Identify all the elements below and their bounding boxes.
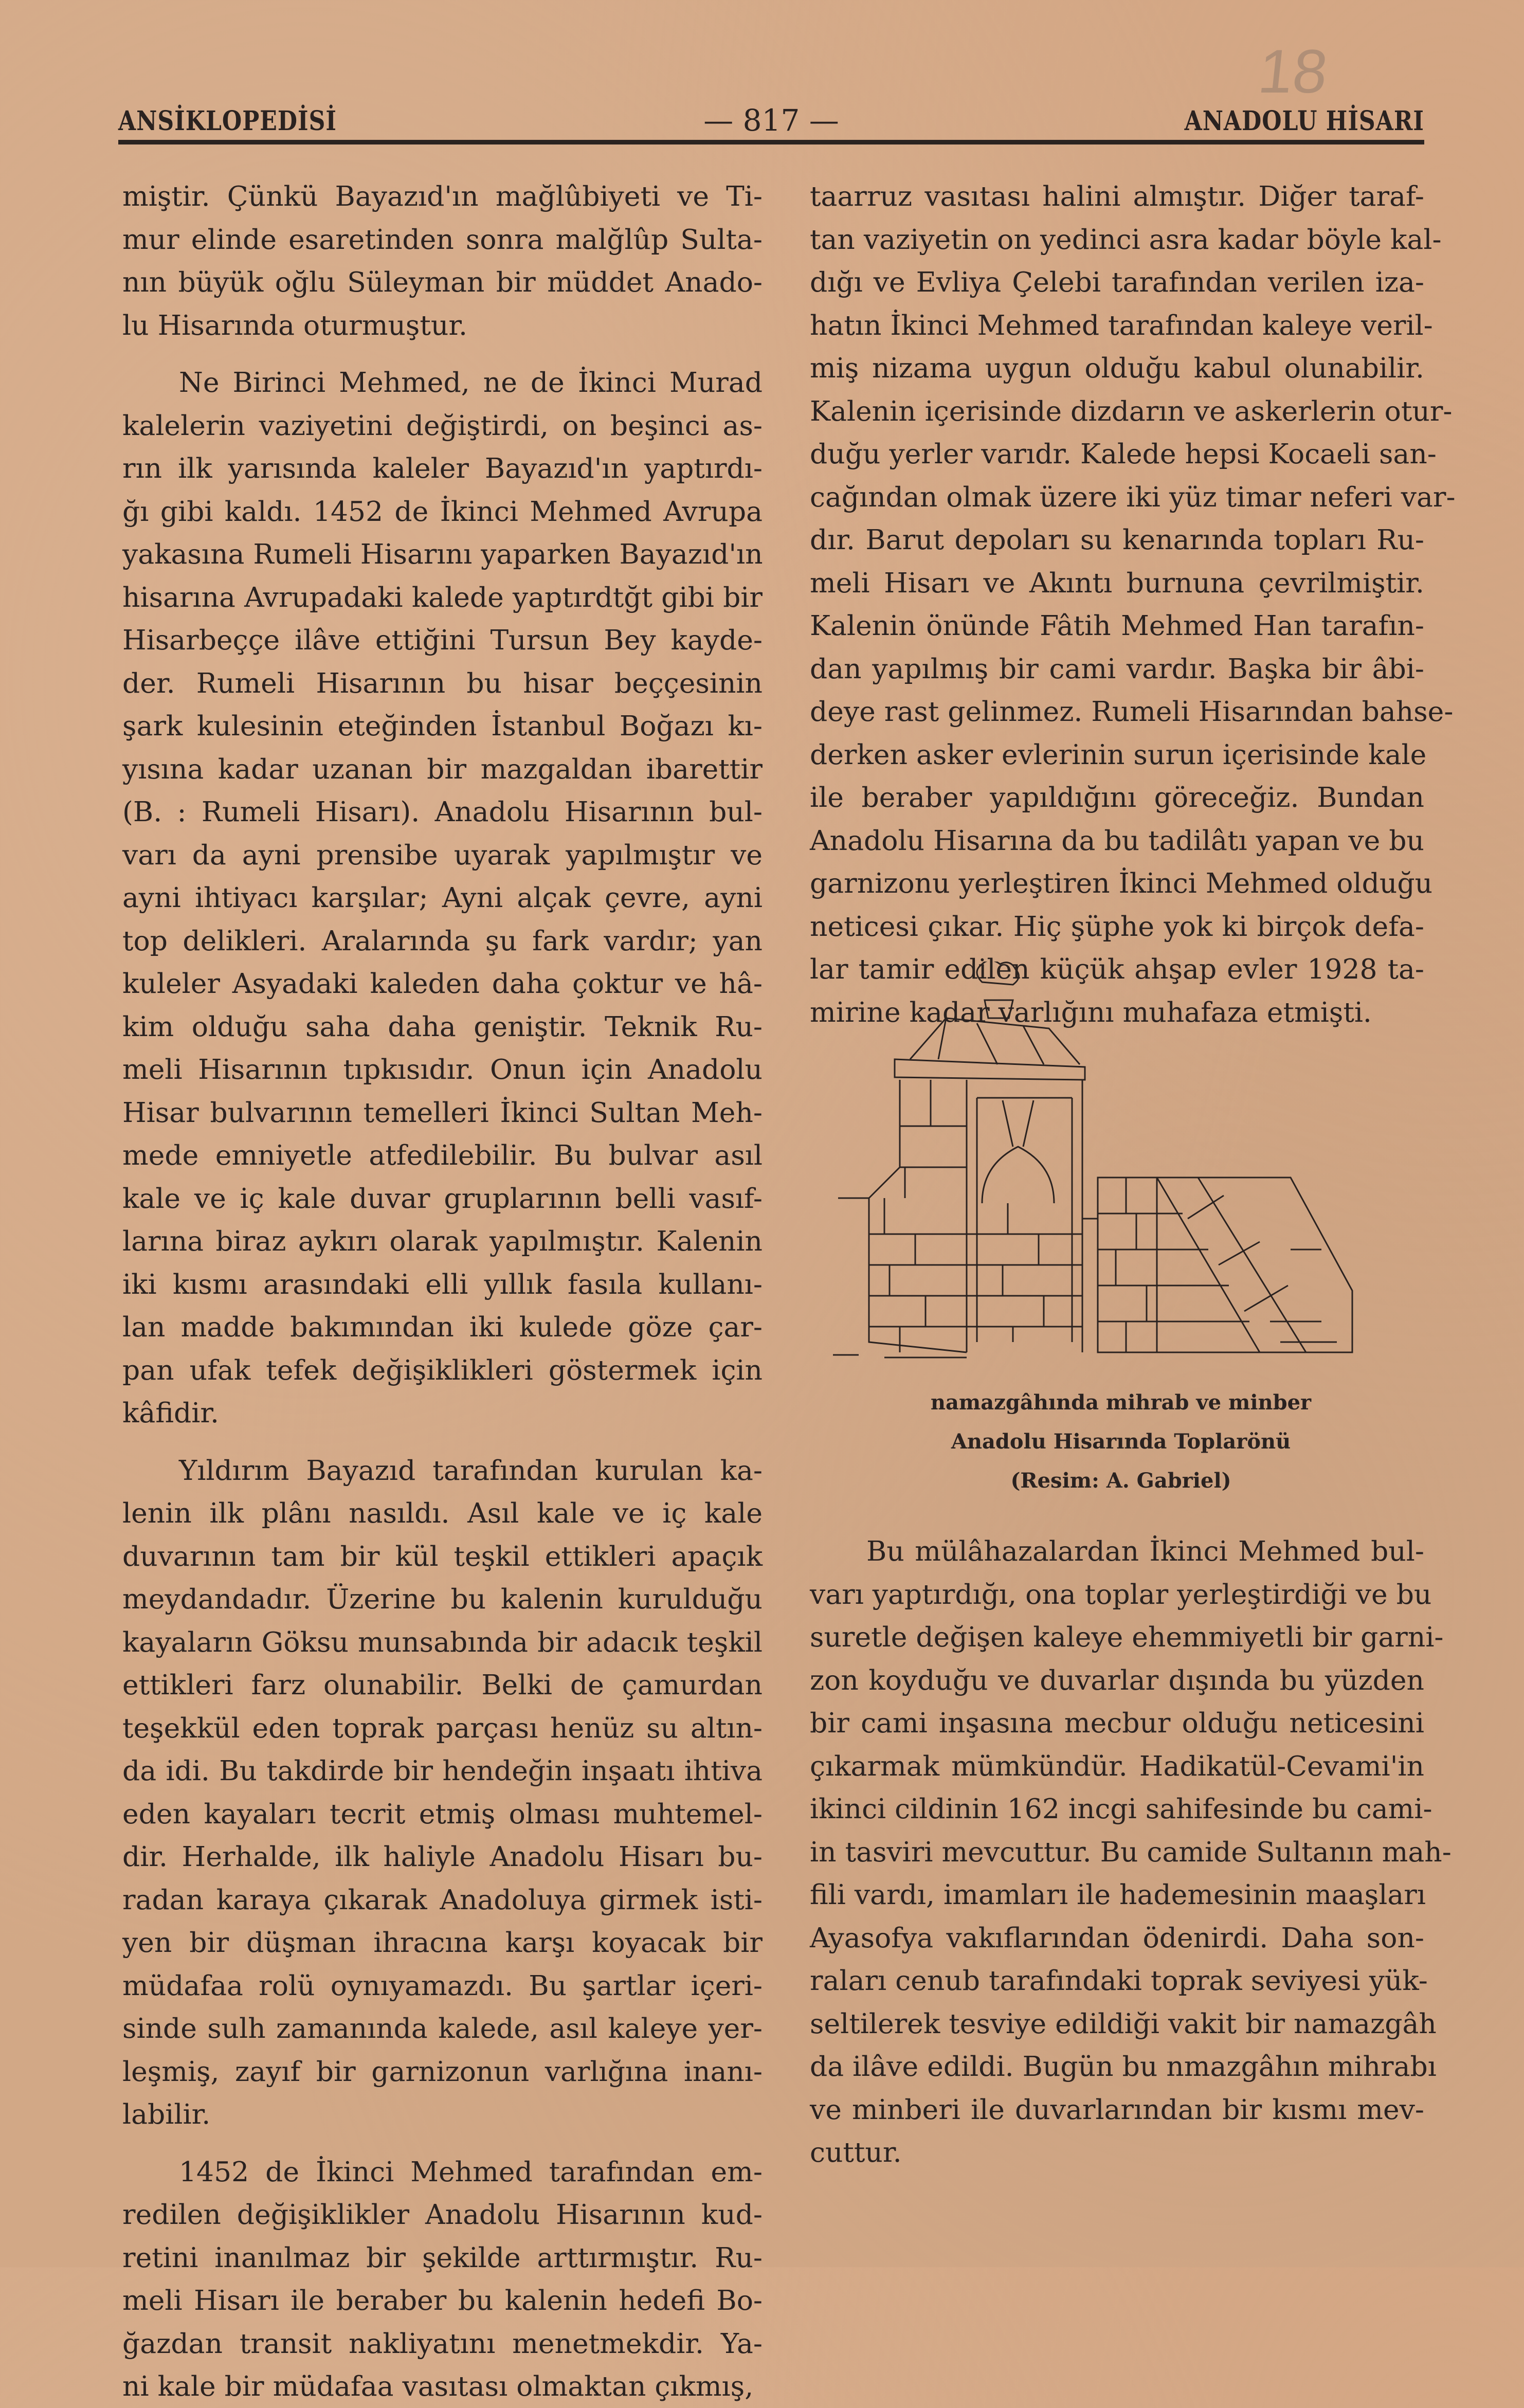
text-line: zon koyduğu ve duvarlar dışında bu yüzden	[810, 1663, 1424, 1696]
text-line: Anadolu Hisarına da bu tadilâtı yapan ve bu	[810, 824, 1424, 857]
text-line: kayaların Göksu munsabında bir adacık teşkil	[122, 1625, 763, 1658]
text-line: çıkarmak mümkündür. Hadikatül-Cevami'in	[810, 1749, 1424, 1782]
paragraph-gap	[122, 347, 763, 361]
text-line: neticesi çıkar. Hiç şüphe yok ki birçok defa-	[810, 910, 1424, 943]
text-line: kâfidir.	[122, 1397, 220, 1429]
text-line: Ayasofya vakıflarından ödenirdi. Daha son-	[810, 1921, 1424, 1954]
text-line: retini inanılmaz bir şekilde arttırmıştır. Ru-	[122, 2241, 763, 2274]
text-line: kim olduğu saha daha geniştir. Teknik Ru-	[122, 1010, 763, 1043]
text-line: 1452 de İkinci Mehmed tarafından em-	[179, 2155, 763, 2188]
text-line: kale ve iç kale duvar gruplarının belli vasıf-	[122, 1182, 763, 1215]
text-line: Hisarbeççe ilâve ettiğini Tursun Bey kayde-	[122, 624, 763, 656]
text-line: ile beraber yapıldığını göreceğiz. Bundan	[810, 781, 1424, 813]
right-column-bottom	[810, 1530, 1452, 2174]
text-line: yen bir düşman ihracına karşı koyacak bir	[122, 1926, 763, 1959]
text-line: yısına kadar uzanan bir mazgaldan ibarettir	[122, 752, 763, 785]
text-line: şark kulesinin eteğinden İstanbul Boğazı kı-	[122, 710, 763, 742]
text-line: tan vaziyetin on yedinci asra kadar böyle kal-	[810, 223, 1442, 256]
text-line: deye rast gelinmez. Rumeli Hisarından bahse-	[810, 695, 1454, 728]
text-line: seltilerek tesviye edildiği vakit bir namazgâh	[810, 2007, 1437, 2040]
header-right: ANADOLU HİSARI	[1184, 105, 1424, 137]
text-line: pan ufak tefek değişiklikleri göstermek için	[122, 1353, 763, 1386]
mihrab-structure	[869, 1080, 1082, 1352]
text-line: hisarına Avrupadaki kalede yaptırdtğt gibi bir	[122, 581, 763, 613]
header-rule	[118, 140, 1424, 144]
paragraph-gap	[122, 2136, 763, 2150]
text-line: miş nizama uygun olduğu kabul olunabilir.	[810, 352, 1424, 384]
page-number: — 817 —	[703, 103, 839, 138]
text-line: cuttur.	[810, 2136, 902, 2168]
text-line: nın büyük oğlu Süleyman bir müddet Anado-	[122, 266, 763, 298]
minber-structure	[833, 1178, 1352, 1357]
text-line: duğu yerler varıdr. Kalede hepsi Kocaeli san-	[810, 438, 1437, 470]
figure-caption-credit: (Resim: A. Gabriel)	[1010, 1469, 1231, 1493]
text-line: taarruz vasıtası halini almıştır. Diğer taraf-	[810, 180, 1424, 212]
mihrab-minber-illustration	[828, 962, 1393, 1363]
text-line: meli Hisarı ve Akıntı burnuna çevrilmiştir.	[810, 566, 1424, 599]
text-line: duvarının tam bir kül teşkil ettikleri apaçık	[122, 1540, 763, 1572]
text-line: iki kısmı arasındaki elli yıllık fasıla kullanı-	[122, 1268, 763, 1300]
text-line: larına biraz aykırı olarak yapılmıştır. Kalenin	[122, 1225, 763, 1257]
text-line: bir cami inşasına mecbur olduğu neticesini	[810, 1707, 1424, 1739]
text-line: leşmiş, zayıf bir garnizonun varlığına inanı-	[122, 2055, 763, 2088]
text-line: müdafaa rolü oynıyamazdı. Bu şartlar içeri-	[122, 1969, 763, 2002]
text-line: labilir.	[122, 2098, 211, 2130]
running-header	[118, 98, 1424, 139]
pencil-annotation: 18	[1255, 37, 1331, 106]
text-line: sinde sulh zamanında kalede, asıl kaleye yer-	[122, 2012, 763, 2044]
header-left: ANSİKLOPEDİSİ	[118, 105, 337, 137]
text-line: in tasviri mevcuttur. Bu camide Sultanın mah-	[810, 1835, 1452, 1868]
text-line: lu Hisarında oturmuştur.	[122, 309, 468, 341]
text-line: top delikleri. Aralarında şu fark vardır; yan	[122, 924, 763, 957]
figure-caption-line-1: namazgâhında mihrab ve minber	[930, 1390, 1312, 1415]
text-line: Kalenin içerisinde dizdarın ve askerlerin otur-	[810, 394, 1453, 427]
text-line: raları cenub tarafındaki toprak seviyesi yük-	[810, 1964, 1428, 1997]
paragraph-gap	[122, 1435, 763, 1449]
text-line: dir. Herhalde, ilk haliyle Anadolu Hisarı bu-	[122, 1840, 763, 1873]
text-line: suretle değişen kaleye ehemmiyetli bir garni-	[810, 1621, 1444, 1653]
left-column	[122, 175, 763, 2408]
text-line: varı yaptırdığı, ona toplar yerleştirdiği ve bu	[810, 1578, 1432, 1610]
text-line: fili vardı, imamları ile hademesinin maaşları	[810, 1878, 1426, 1911]
text-line: kuleler Asyadaki kaleden daha çoktur ve hâ-	[122, 967, 763, 1000]
figure-caption-line-2: Anadolu Hisarında Toplarönü	[951, 1429, 1291, 1454]
text-line: ve minberi ile duvarlarından bir kısmı mev-	[810, 2093, 1424, 2126]
text-line: lan madde bakımından iki kulede göze çar-	[122, 1311, 763, 1343]
text-line: ayni ihtiyacı karşılar; Ayni alçak çevre, ayni	[122, 881, 763, 914]
text-line: lar tamir edilen küçük ahşap evler 1928 ta-	[810, 953, 1424, 985]
text-line: eden kayaları tecrit etmiş olması muhtemel-	[122, 1797, 763, 1830]
text-line: hatın İkinci Mehmed tarafından kaleye veril-	[810, 309, 1433, 341]
text-line: mirine kadar varlığını muhafaza etmişti.	[810, 995, 1372, 1028]
text-line: Kalenin önünde Fâtih Mehmed Han tarafın-	[810, 609, 1424, 642]
text-line: mede emniyetle atfedilebilir. Bu bulvar asıl	[122, 1139, 763, 1171]
pyramidal-roof	[895, 1018, 1085, 1080]
text-line: varı da ayni prensibe uyarak yapılmıştır ve	[122, 838, 763, 871]
text-line: ettikleri farz olunabilir. Belki de çamurdan	[122, 1669, 763, 1701]
text-line: meli Hisarının tıpkısıdır. Onun için Anadolu	[122, 1053, 763, 1085]
text-line: (B. : Rumeli Hisarı). Anadolu Hisarının bul-	[122, 795, 763, 828]
text-line: kalelerin vaziyetini değiştirdi, on beşinci as-	[122, 409, 763, 442]
text-line: ikinci cildinin 162 incgi sahifesinde bu cami-	[810, 1793, 1432, 1825]
text-line: redilen değişiklikler Anadolu Hisarının kud-	[122, 2198, 763, 2231]
text-line: rın ilk yarısında kaleler Bayazıd'ın yaptırdı-	[122, 452, 763, 484]
text-line: yakasına Rumeli Hisarını yaparken Bayazıd'ın	[122, 538, 763, 570]
text-line: ğı gibi kaldı. 1452 de İkinci Mehmed Avrupa	[122, 495, 763, 528]
text-line: meli Hisarı ile beraber bu kalenin hedefi Bo-	[122, 2284, 763, 2316]
text-line: derken asker evlerinin surun içerisinde kale	[810, 738, 1427, 771]
text-line: dan yapılmış bir cami vardır. Başka bir âbi-	[810, 652, 1424, 685]
text-line: Bu mülâhazalardan İkinci Mehmed bul-	[866, 1535, 1424, 1567]
text-line: dığı ve Evliya Çelebi tarafından verilen iza-	[810, 266, 1424, 298]
text-line: meydandadır. Üzerine bu kalenin kurulduğu	[122, 1583, 763, 1615]
text-line: da idi. Bu takdirde bir hendeğin inşaatı ihtiva	[122, 1754, 763, 1787]
text-line: miştir. Çünkü Bayazıd'ın mağlûbiyeti ve Ti-	[122, 180, 763, 212]
right-column-top	[810, 175, 1456, 1034]
text-line: cağından olmak üzere iki yüz timar neferi var-	[810, 480, 1456, 513]
text-line: teşekkül eden toprak parçası henüz su altın-	[122, 1711, 763, 1744]
text-line: der. Rumeli Hisarının bu hisar beççesinin	[122, 666, 763, 699]
text-line: Hisar bulvarının temelleri İkinci Sultan Meh-	[122, 1096, 763, 1129]
finial-ornament	[977, 962, 1019, 1018]
text-line: garnizonu yerleştiren İkinci Mehmed olduğu	[810, 867, 1433, 899]
text-line: lenin ilk plânı nasıldı. Asıl kale ve iç kale	[122, 1497, 763, 1529]
text-line: ğazdan transit nakliyatını menetmekdir. Ya-	[122, 2327, 763, 2360]
text-line: radan karaya çıkarak Anadoluya girmek isti-	[122, 1883, 763, 1916]
text-line: Ne Birinci Mehmed, ne de İkinci Murad	[179, 366, 763, 399]
text-line: mur elinde esaretinden sonra malğlûp Sulta-	[122, 223, 763, 256]
text-line: dır. Barut depoları su kenarında topları Ru-	[810, 523, 1424, 556]
text-line: da ilâve edildi. Bugün bu nmazgâhın mihrabı	[810, 2050, 1437, 2083]
text-line: Yıldırım Bayazıd tarafından kurulan ka-	[179, 1454, 763, 1487]
text-line: ni kale bir müdafaa vasıtası olmaktan çıkmış,	[122, 2370, 754, 2402]
